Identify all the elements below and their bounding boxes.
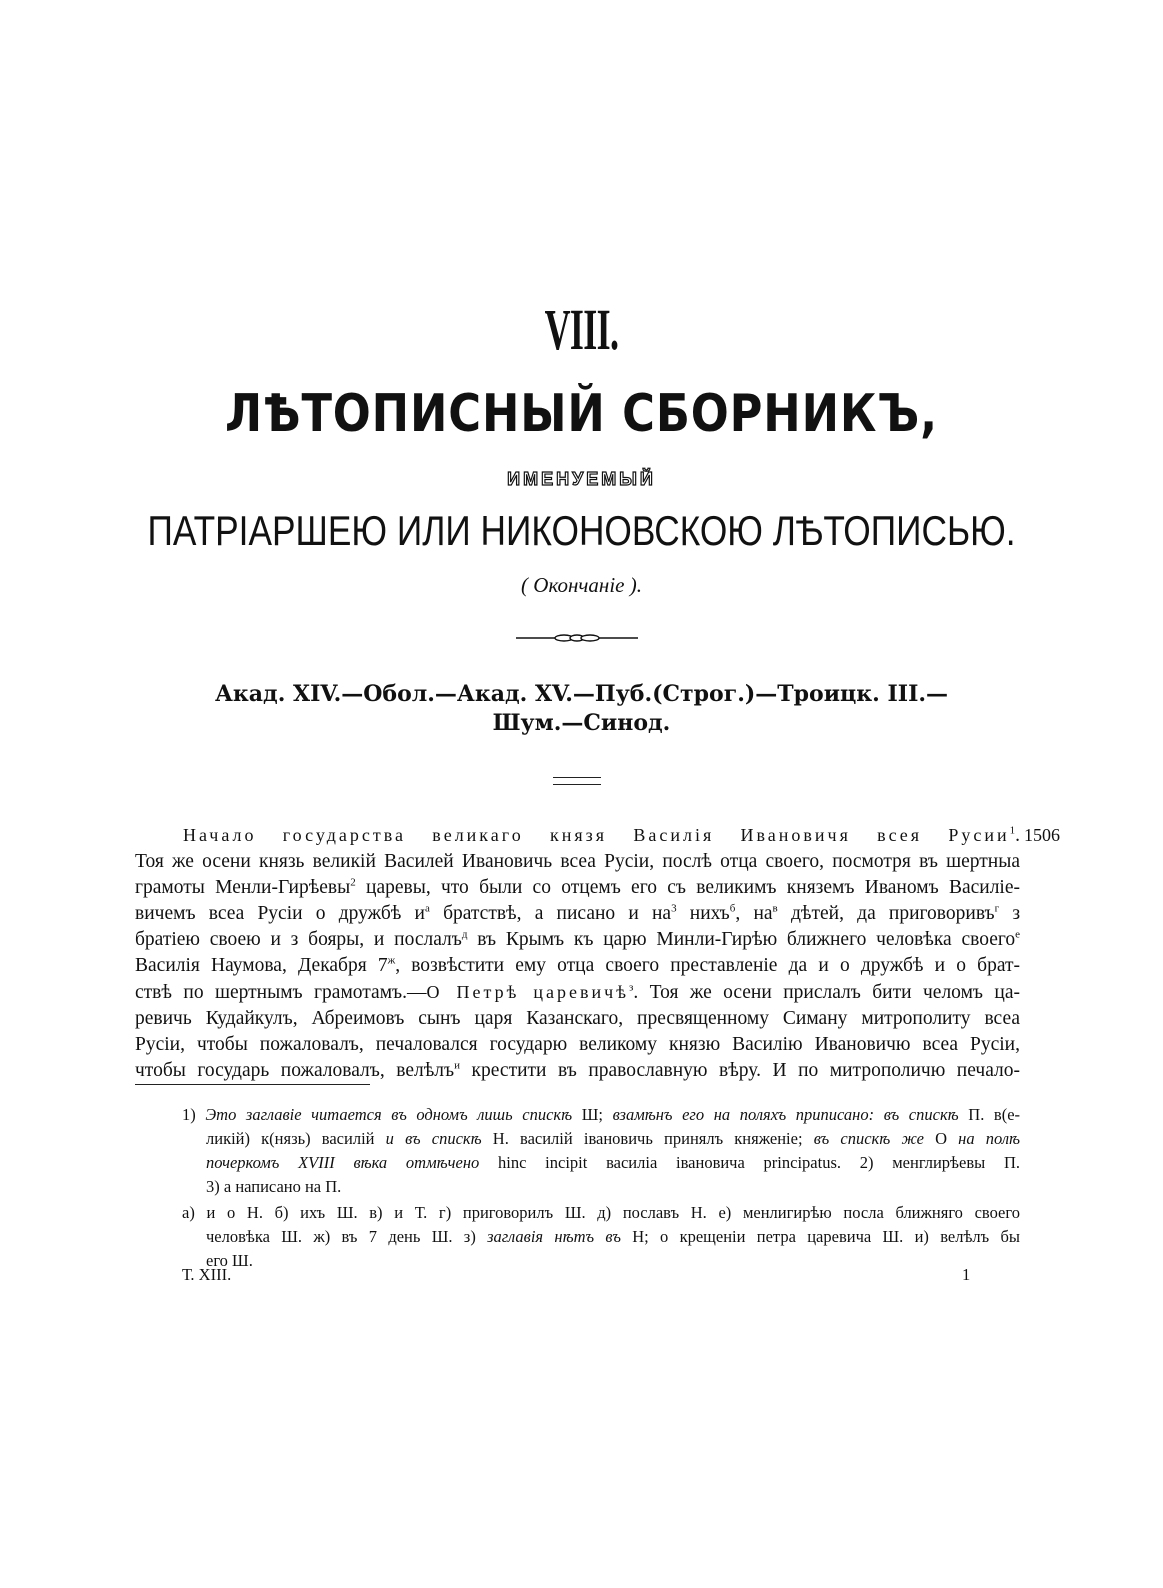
footnote-line: 1) Это заглавіе читается въ одномъ лишь спискѣ Ш; взамѣнъ его на поляхъ приписано: въ спискѣ П. в(е- (182, 1105, 1021, 1124)
chapter-title-line2: ПАТРІАРШЕЮ ИЛИ НИКОНОВСКОЮ ЛѢТОПИСЬЮ. (147, 507, 1016, 554)
sources-line-1: Акад. XIV.—Обол.—Акад. XV.—Пуб.(Строг.)—Троицк. III.— (214, 681, 949, 707)
margin-year: 1506 (1024, 825, 1060, 845)
continuation-note: ( Окончаніе ). (521, 573, 642, 597)
text-line: чтобы государь пожаловалъ, велѣлъ$^и$ крестити въ православную вѣру. И по митрополичю печало- (135, 1059, 1021, 1081)
text-line: ревичь Кудайкулъ, Абреимовъ сынъ царя Казанскаго, пресвященному Симану митрополиту всеа (135, 1008, 1020, 1029)
chapter-subtitle: ИМЕНУЕМЫЙ (507, 469, 656, 489)
footnote-1 (182, 1103, 1020, 1199)
page-number: 1 (962, 1265, 971, 1284)
manuscript-sources (0, 680, 1163, 738)
text-line: ствѣ по шертнымъ грамотамъ.—О Петрѣ царевичѣ$^з$. Тоя же осени прислалъ бити челомъ ца- (135, 981, 1020, 1003)
footnote-line: ликій) к(нязь) василій и въ спискѣ Н. василій івановичь принялъ княженіе; въ спискѣ же О на полѣ (206, 1129, 1021, 1148)
footnote-line: почеркомъ XVIII вѣка отмѣчено hinc incipit василіа івановича principatus. 2) менглирѣевы П. (206, 1153, 1021, 1172)
text-line: Тоя же осени князь великій Василей Ивановичь всеа Русіи, послѣ отца своего, посмотря въ шертныа (135, 851, 1020, 872)
main-text (135, 822, 1020, 1084)
sources-line-2: Шум.—Синод. (492, 710, 671, 736)
text-line: грамоты Менли-Гирѣевы$^2$ царевы, что были со отцемъ его съ великимъ княземъ Иваномъ Василіе- (135, 876, 1020, 898)
double-rule (553, 777, 601, 785)
text-line: братіею своею и з бояры, и послалъ$^д$ въ Крымъ къ царю Минли-Гирѣю ближнего человѣка своего$^е$ (135, 928, 1020, 950)
ornament-divider-icon (516, 634, 638, 642)
footnote-line: его Ш. (206, 1251, 253, 1270)
text-line: Начало государства великаго князя Василія Ивановичя всея Русии$^1$. (183, 824, 1020, 846)
footnote-line: 3) а написано на П. (206, 1177, 342, 1196)
footnote-2 (182, 1201, 1020, 1273)
text-line: вичемъ всеа Русіи о дружбѣ $и^а$ братствѣ, а писано и $на^3$ нихъ$^б$, $на^в$ дѣтей, да приговоривъ$^г$ з (135, 902, 1021, 924)
footnote-rule (135, 1084, 370, 1085)
chapter-title: ЛѢТОПИСНЫЙ СБОРНИКЪ, (225, 384, 938, 444)
chapter-number: VIII. (544, 297, 619, 362)
volume-label: Т. XIII. (182, 1265, 232, 1284)
text-line: Василія Наумова, Декабря $7^ж$, возвѣстити ему отца своего преставленіе да и о дружбѣ и о брат- (135, 954, 1020, 976)
footnote-line: а) и о Н. б) ихъ Ш. в) и Т. г) приговорилъ Ш. д) пославъ Н. е) менлигирѣю посла ближняго своего (182, 1203, 1020, 1222)
text-line: Русіи, чтобы пожаловалъ, печаловался государю великому князю Василію Ивановичю всеа Русіи, (135, 1034, 1020, 1055)
footnote-line: человѣка Ш. ж) въ 7 день Ш. з) заглавія нѣтъ въ Н; о крещеніи петра царевича Ш. и) велѣлъ бы (206, 1227, 1020, 1246)
